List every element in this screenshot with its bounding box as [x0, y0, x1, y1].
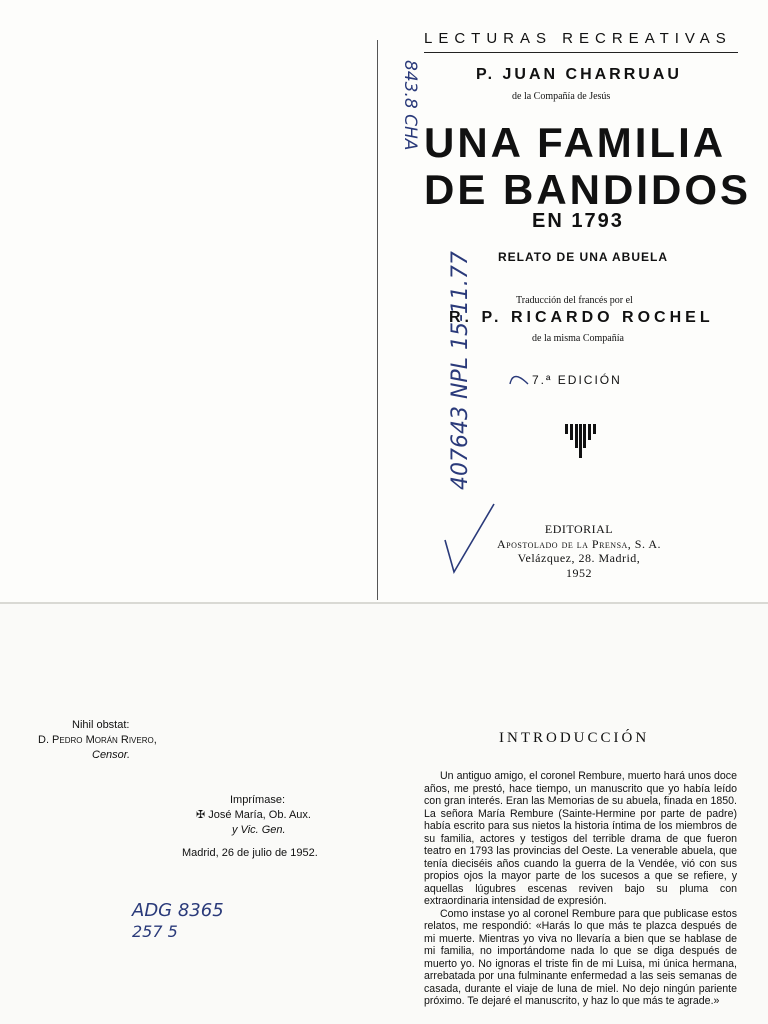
- book-title-line1: UNA FAMILIA: [424, 119, 727, 166]
- imprimase-block: [196, 793, 311, 838]
- nihil-obstat-block: [38, 718, 157, 763]
- publisher-name: EDITORIAL: [544, 522, 614, 536]
- page-edge-line: [377, 40, 378, 600]
- author-name: P. JUAN CHARRUAU: [476, 66, 682, 83]
- introduction-paragraph: Un antiguo amigo, el coronel Rembure, muerto hará unos doce años, me prestó, hace tiempo, un manuscrito que yo había leído con gran interés. Eran las Memorias de su abuela, finada en 1850. La señora María Rembure (Sainte-Hermine por parte de padre) había escrito para sus nietos la historia íntima de los miembros de su familia, actores y testigos del terrible drama de que fueron teatro en 1793 las provincias del Oeste. La venerable abuela, que tenía dieciséis años cuando la guerra de la Vendée, vió con sus propios ojos la mayor parte de los sucesos a que se refiere, y aquellas lúgubres escenas reviven bajo su pluma con extraordinaria intensidad de expresión.: [424, 770, 737, 907]
- place-and-date: Madrid, 26 de julio de 1952.: [182, 847, 318, 859]
- handwritten-call-number: 843.8 CHA: [400, 60, 420, 151]
- translator-name: R. P. RICARDO ROCHEL: [449, 309, 714, 326]
- handwritten-check-mark-icon: [440, 500, 500, 580]
- ornament-icon: [563, 424, 597, 465]
- handwritten-accession-number: 407643 NPL 15-11.77: [448, 251, 473, 490]
- introduction-body: [424, 770, 737, 1008]
- publisher-imprint: Apostolado de la Prensa, S. A.: [497, 536, 661, 551]
- censor-name: D. Pedro Morán Rivero,: [38, 734, 157, 746]
- verso-and-introduction-page: [0, 604, 768, 1024]
- introduction-heading: INTRODUCCIÓN: [499, 730, 650, 746]
- censor-role: Censor.: [92, 749, 131, 761]
- author-affiliation: de la Compañía de Jesús: [512, 91, 611, 102]
- series-rule: [424, 52, 738, 53]
- book-subtitle: RELATO DE UNA ABUELA: [498, 250, 668, 264]
- publisher-year: 1952: [566, 565, 592, 580]
- book-year: EN 1793: [532, 210, 624, 232]
- handwritten-number: 257 5: [132, 922, 178, 941]
- edition-label: 7.ª EDICIÓN: [532, 373, 622, 387]
- imprimase-label: Imprímase:: [230, 794, 286, 806]
- translator-affiliation: de la misma Compañía: [532, 333, 624, 344]
- nihil-obstat-label: Nihil obstat:: [72, 719, 130, 731]
- book-title-line2: DE BANDIDOS: [424, 166, 752, 213]
- handwritten-edition-mark-icon: [508, 372, 530, 388]
- publisher-block: [494, 522, 664, 580]
- bishop-name: ✠ José María, Ob. Aux.: [196, 809, 311, 821]
- handwritten-code: ADG 8365: [132, 900, 224, 921]
- introduction-paragraph: Como instase yo al coronel Rembure para que publicase estos relatos, me respondió: «Harás lo que más te plazca después de mi muerte. Mientras yo viva no llevaría a bien que se hablase de mi familia, no importándome nada lo que se diga después de muerto yo. No ignoras el triste fin de mi Luisa, mi única hermana, arrebatada por una fulminante enfermedad a las seis semanas de casada, durante el viaje de luna de miel. No dejo ningún pariente próximo. Te dejaré el manuscrito, y haz lo que más te agrade.»: [424, 907, 737, 1007]
- publisher-address: Velázquez, 28. Madrid,: [517, 551, 641, 565]
- bishop-role: y Vic. Gen.: [232, 824, 286, 836]
- series-title: LECTURAS RECREATIVAS: [424, 30, 732, 47]
- translation-note: Traducción del francés por el: [516, 295, 633, 306]
